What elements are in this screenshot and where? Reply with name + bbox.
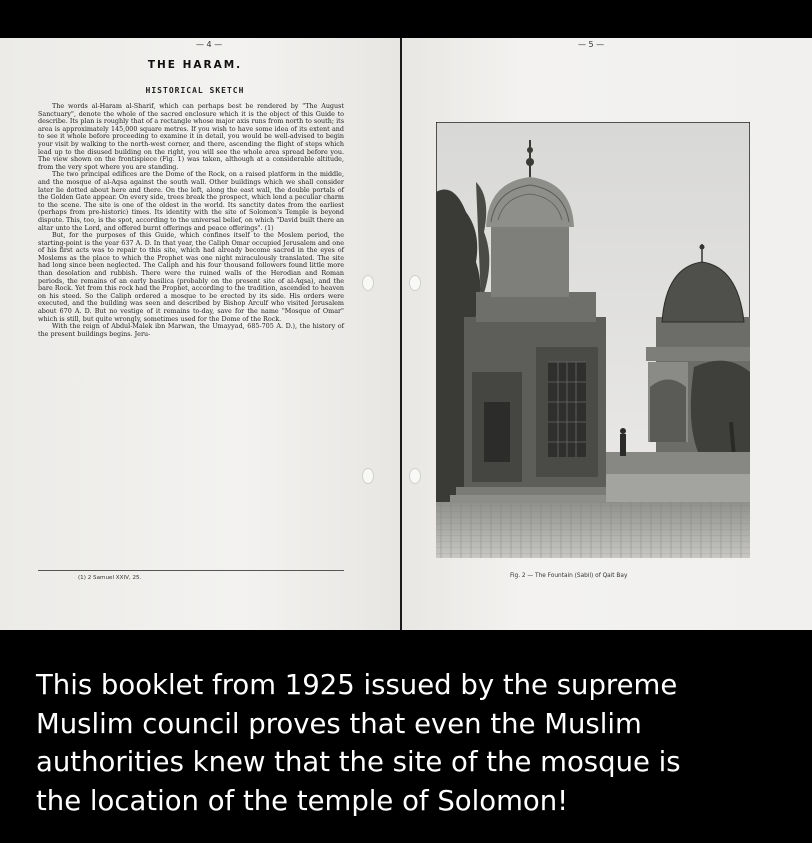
figure-caption: Fig. 2 — The Fountain (Sabil) of Qait Bay: [510, 573, 628, 579]
overlay-line: This booklet from 1925 issued by the supreme: [36, 669, 678, 701]
fountain-photograph: [436, 122, 750, 558]
overlay-line: Muslim council proves that even the Muslim: [36, 707, 642, 740]
overlay-line: authorities knew that the site of the mosque is: [36, 746, 681, 778]
footnote: (1) 2 Samuel XXIV, 25.: [78, 575, 142, 581]
overlay-caption: [36, 666, 796, 820]
binding-hole-icon: [409, 275, 421, 291]
page-number-right: — 5 —: [578, 40, 605, 49]
page-title: THE HARAM.: [147, 59, 243, 71]
paragraph: The two principal edifices are the Dome of the Rock, on a raised platform in the middle, and the mosque of al-Aqsa against the south wall. Other buildings which we shall consider later lie dotted about here and there. On the left, along the east wall, the double portals of the Golden Gate appear. On every side, trees break the prospect, which lend a peculiar charm to the scene. The site is one of the oldest in the world. Its sanctity dates from the earliest (perhaps from pre-historic) times. Its identity with the site of Solomon's Temple is beyond dispute. This, too, is the spot, according to the universal belief, on which "David built there an altar unto the Lord, and offered burnt offerings and peace offerings". (1): [38, 170, 344, 232]
section-heading: HISTORICAL SKETCH: [145, 86, 245, 95]
paragraph: But, for the purposes of this Guide, which confines itself to the Moslem period, the starting-point is the year 637 A. D. In that year, the Caliph Omar occupied Jerusalem and one of his first acts was to repair to this site, which had already become sacred in the eyes of Moslems as the place to which the Prophet was one night miraculously translated. The site had long since been neglected. The Caliph and his four thousand followers found little more than desolation and rubbish. There were the ruined walls of the Herodian and Roman periods, the remains of an early basilica (probably on the present site of al-Aqsa), and the bare Rock. Yet from this rock had the Prophet, according to the tradition, ascended to heaven on his steed. So the Caliph ordered a mosque to be erected by its side. His orders were executed, and the building was seen and described by Bishop Arculf who visited Jerusalem about 670 A. D. But no vestige of it remains to-day, save for the name "Mosque of Omar" which is still, but quite wrongly, sometimes used for the Dome of the Rock.: [38, 231, 344, 323]
footnote-rule: [38, 570, 344, 571]
page-number-left: — 4 —: [196, 40, 223, 49]
binding-hole-icon: [362, 468, 374, 484]
paragraph: With the reign of Abdul-Malek ibn Marwan, the Umayyad, 685-705 A. D.), the history of the present buildings begins. Jeru-: [38, 322, 344, 338]
binding-hole-icon: [362, 275, 374, 291]
binding-hole-icon: [409, 468, 421, 484]
paragraph: The words al-Haram al-Sharif, which can perhaps best be rendered by "The August Sanctuary", denote the whole of the sacred enclosure which it is the object of this Guide to describe. Its plan is roughly that of a rectangle whose major axis runs from north to south; its area is approximately 145,000 square metres. If you wish to have some idea of its extent and to see it whole before proceeding to examine it in detail, you would be well-advised to begin your visit by walking to the north-west corner, and there, ascending the flight of steps which lead up to the disused building on the right, you will see the whole area spread before you. The view shown on the frontispiece (Fig. 1) was taken, although at a considerable altitude, from the very spot where you are standing.: [38, 102, 344, 171]
body-text: [38, 103, 344, 338]
overlay-line: the location of the temple of Solomon!: [36, 784, 569, 817]
